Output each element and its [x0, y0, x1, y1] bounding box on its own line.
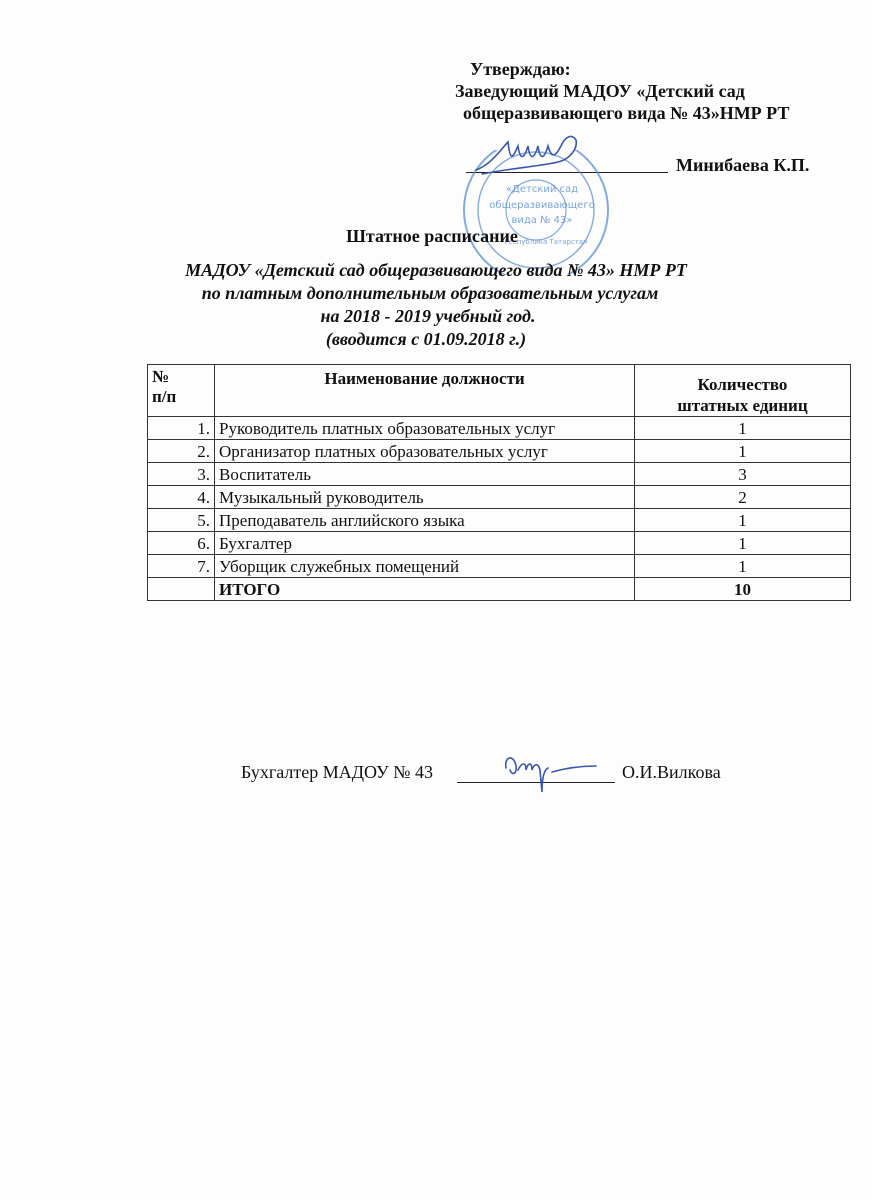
- approval-position-line1: Заведующий МАДОУ «Детский сад: [455, 81, 745, 101]
- table-row: [148, 417, 851, 440]
- row-number: 4.: [148, 486, 215, 509]
- director-signature-icon: [472, 130, 592, 182]
- row-quantity: 1: [635, 555, 851, 578]
- stamp-text-line: вида № 43»: [511, 215, 573, 226]
- row-position: Бухгалтер: [215, 532, 635, 555]
- row-position: Преподаватель английского языка: [215, 509, 635, 532]
- table-row: [148, 532, 851, 555]
- approval-position-line2: общеразвивающего вида № 43»НМР РТ: [463, 103, 790, 123]
- document-subtitle-year: на 2018 - 2019 учебный год.: [320, 306, 536, 326]
- document-subtitle-scope: по платным дополнительным образовательным услугам: [201, 283, 659, 303]
- table-row: [148, 463, 851, 486]
- header-number: [148, 365, 215, 417]
- table-row: [148, 509, 851, 532]
- row-quantity: 1: [635, 532, 851, 555]
- header-number-line1: №: [152, 367, 170, 386]
- row-number: 7.: [148, 555, 215, 578]
- header-quantity-line2: штатных единиц: [677, 396, 808, 415]
- row-position: Руководитель платных образовательных услуг: [215, 417, 635, 440]
- table-header-row: [148, 365, 851, 417]
- row-quantity: 2: [635, 486, 851, 509]
- table-row: [148, 486, 851, 509]
- stamp-text-bottom: Республика Татарстан: [504, 238, 588, 246]
- total-label: ИТОГО: [215, 578, 635, 601]
- row-number: 6.: [148, 532, 215, 555]
- row-quantity: 3: [635, 463, 851, 486]
- approval-heading: Утверждаю:: [470, 59, 571, 79]
- row-number: 2.: [148, 440, 215, 463]
- accountant-name: О.И.Вилкова: [622, 762, 721, 782]
- document-subtitle-org: МАДОУ «Детский сад общеразвивающего вида № 43» НМР РТ: [185, 260, 687, 280]
- row-quantity: 1: [635, 417, 851, 440]
- document-subtitle-effective: (вводится с 01.09.2018 г.): [325, 329, 527, 349]
- table-total-row: [148, 578, 851, 601]
- stamp-text-line: «Детский сад: [505, 184, 579, 195]
- row-position: Организатор платных образовательных услуг: [215, 440, 635, 463]
- table-row: [148, 555, 851, 578]
- accountant-signature-icon: [500, 748, 600, 796]
- header-quantity-line1: Количество: [697, 375, 788, 394]
- header-position: Наименование должности: [215, 365, 635, 417]
- row-position: Уборщик служебных помещений: [215, 555, 635, 578]
- stamp-text-line: общеразвивающего: [489, 200, 595, 211]
- total-number-cell: [148, 578, 215, 601]
- staff-table: [147, 364, 851, 601]
- header-number-line2: п/п: [152, 387, 177, 406]
- row-position: Музыкальный руководитель: [215, 486, 635, 509]
- table-row: [148, 440, 851, 463]
- total-quantity: 10: [635, 578, 851, 601]
- row-number: 5.: [148, 509, 215, 532]
- row-quantity: 1: [635, 509, 851, 532]
- header-quantity: [635, 365, 851, 417]
- accountant-position: Бухгалтер МАДОУ № 43: [241, 762, 433, 782]
- row-number: 1.: [148, 417, 215, 440]
- document-title: Штатное расписание: [346, 226, 518, 246]
- approval-signer-name: Минибаева К.П.: [676, 155, 810, 175]
- row-number: 3.: [148, 463, 215, 486]
- row-quantity: 1: [635, 440, 851, 463]
- row-position: Воспитатель: [215, 463, 635, 486]
